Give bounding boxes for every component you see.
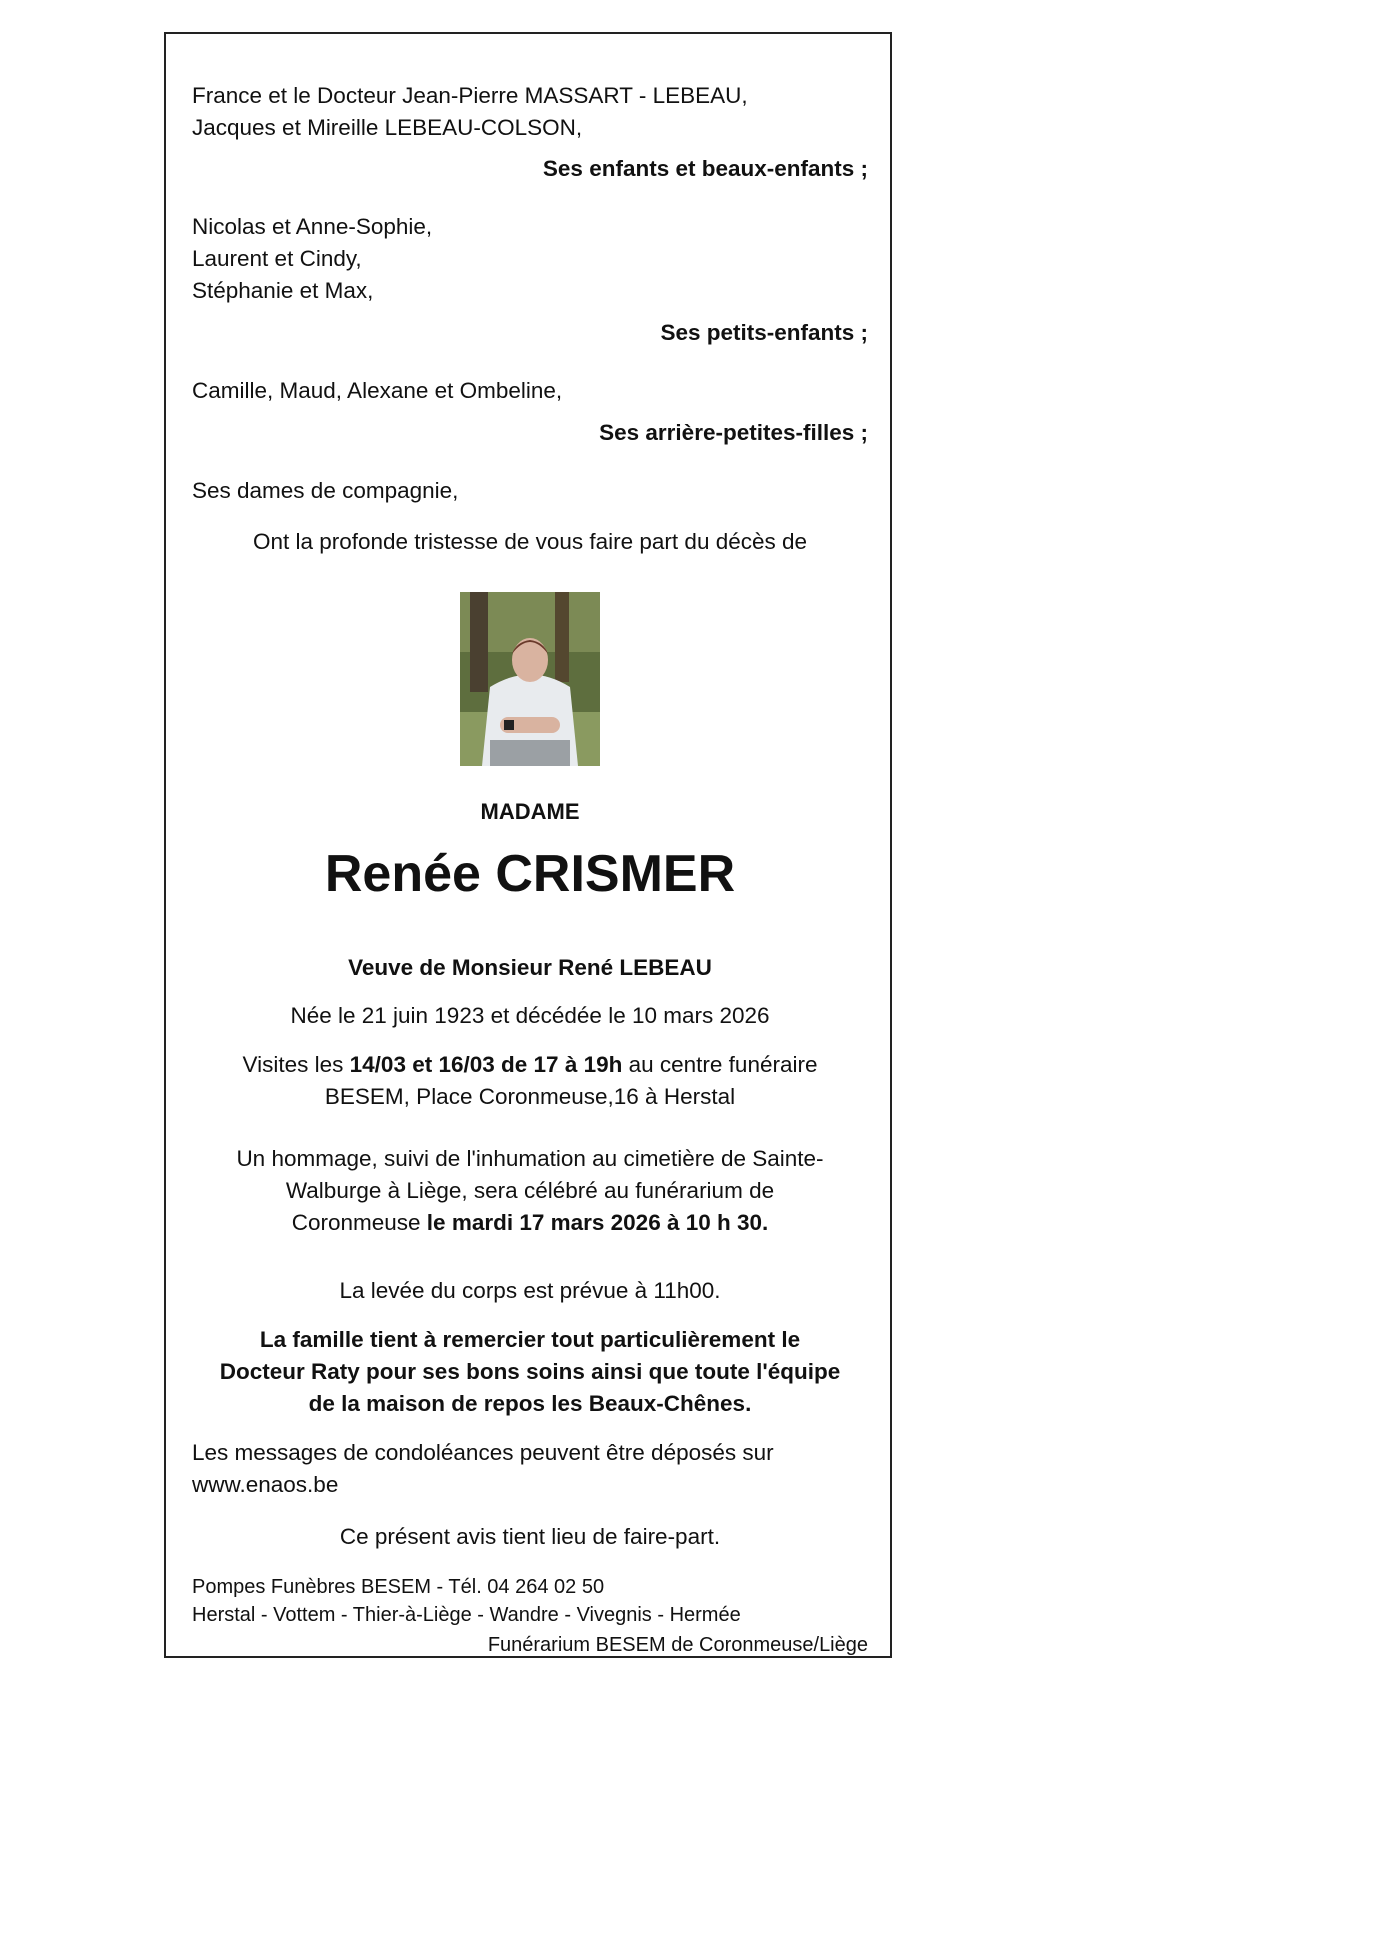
visits-dates: 14/03 et 16/03 de 17 à 19h <box>349 1052 623 1077</box>
condolences-line-1: Les messages de condoléances peuvent être déposés sur <box>192 1440 774 1465</box>
great-grandchildren-role: Ses arrière-petites-filles ; <box>599 420 868 445</box>
announcement-line: Ont la profonde tristesse de vous faire part du décès de <box>252 529 808 554</box>
great-grandchildren-line: Camille, Maud, Alexane et Ombeline, <box>192 378 563 403</box>
visits-line-1 <box>192 1049 868 1081</box>
thanks-line-3: de la maison de repos les Beaux-Chênes. <box>308 1391 752 1416</box>
notice-line: Ce présent avis tient lieu de faire-part. <box>339 1524 721 1549</box>
deceased-name: Renée CRISMER <box>324 845 736 903</box>
funeral-home-line-3: Funérarium BESEM de Coronmeuse/Liège <box>487 1634 868 1656</box>
children-role: Ses enfants et beaux-enfants ; <box>542 156 868 181</box>
children-line-2: Jacques et Mireille LEBEAU-COLSON, <box>192 115 583 140</box>
children-line-1: France et le Docteur Jean-Pierre MASSART - LEBEAU, <box>192 83 748 108</box>
visits-prefix: Visites les <box>242 1052 350 1077</box>
visits-line-2: BESEM, Place Coronmeuse,16 à Herstal <box>324 1084 736 1109</box>
ceremony-line-2: Walburge à Liège, sera célébré au funérarium de <box>285 1178 775 1203</box>
deceased-title: MADAME <box>480 799 580 824</box>
funeral-home-line-2: Herstal - Vottem - Thier-à-Liège - Wandre - Vivegnis - Hermée <box>192 1604 741 1626</box>
widow-of-line: Veuve de Monsieur René LEBEAU <box>348 955 712 980</box>
thanks-line-1: La famille tient à remercier tout particulièrement le <box>259 1327 801 1352</box>
visits-suffix: au centre funéraire <box>622 1052 818 1077</box>
companions-line: Ses dames de compagnie, <box>192 478 459 503</box>
dates-line: Née le 21 juin 1923 et décédée le 10 mars 2026 <box>290 1003 770 1028</box>
levee-line: La levée du corps est prévue à 11h00. <box>339 1278 721 1303</box>
ceremony-place: Coronmeuse <box>291 1210 427 1235</box>
ceremony-line-3 <box>192 1207 868 1239</box>
grandchildren-line-3: Stéphanie et Max, <box>192 278 374 303</box>
death-notice <box>164 32 892 1658</box>
condolences-website: www.enaos.be <box>192 1472 339 1497</box>
funeral-home-line-1: Pompes Funèbres BESEM - Tél. 04 264 02 50 <box>192 1576 605 1598</box>
grandchildren-line-2: Laurent et Cindy, <box>192 246 362 271</box>
ceremony-line-1: Un hommage, suivi de l'inhumation au cimetière de Sainte- <box>236 1146 824 1171</box>
ceremony-date: le mardi 17 mars 2026 à 10 h 30. <box>426 1210 769 1235</box>
grandchildren-line-1: Nicolas et Anne-Sophie, <box>192 214 433 239</box>
grandchildren-role: Ses petits-enfants ; <box>660 320 868 345</box>
portrait-photo <box>460 592 600 766</box>
thanks-line-2: Docteur Raty pour ses bons soins ainsi que toute l'équipe <box>219 1359 841 1384</box>
